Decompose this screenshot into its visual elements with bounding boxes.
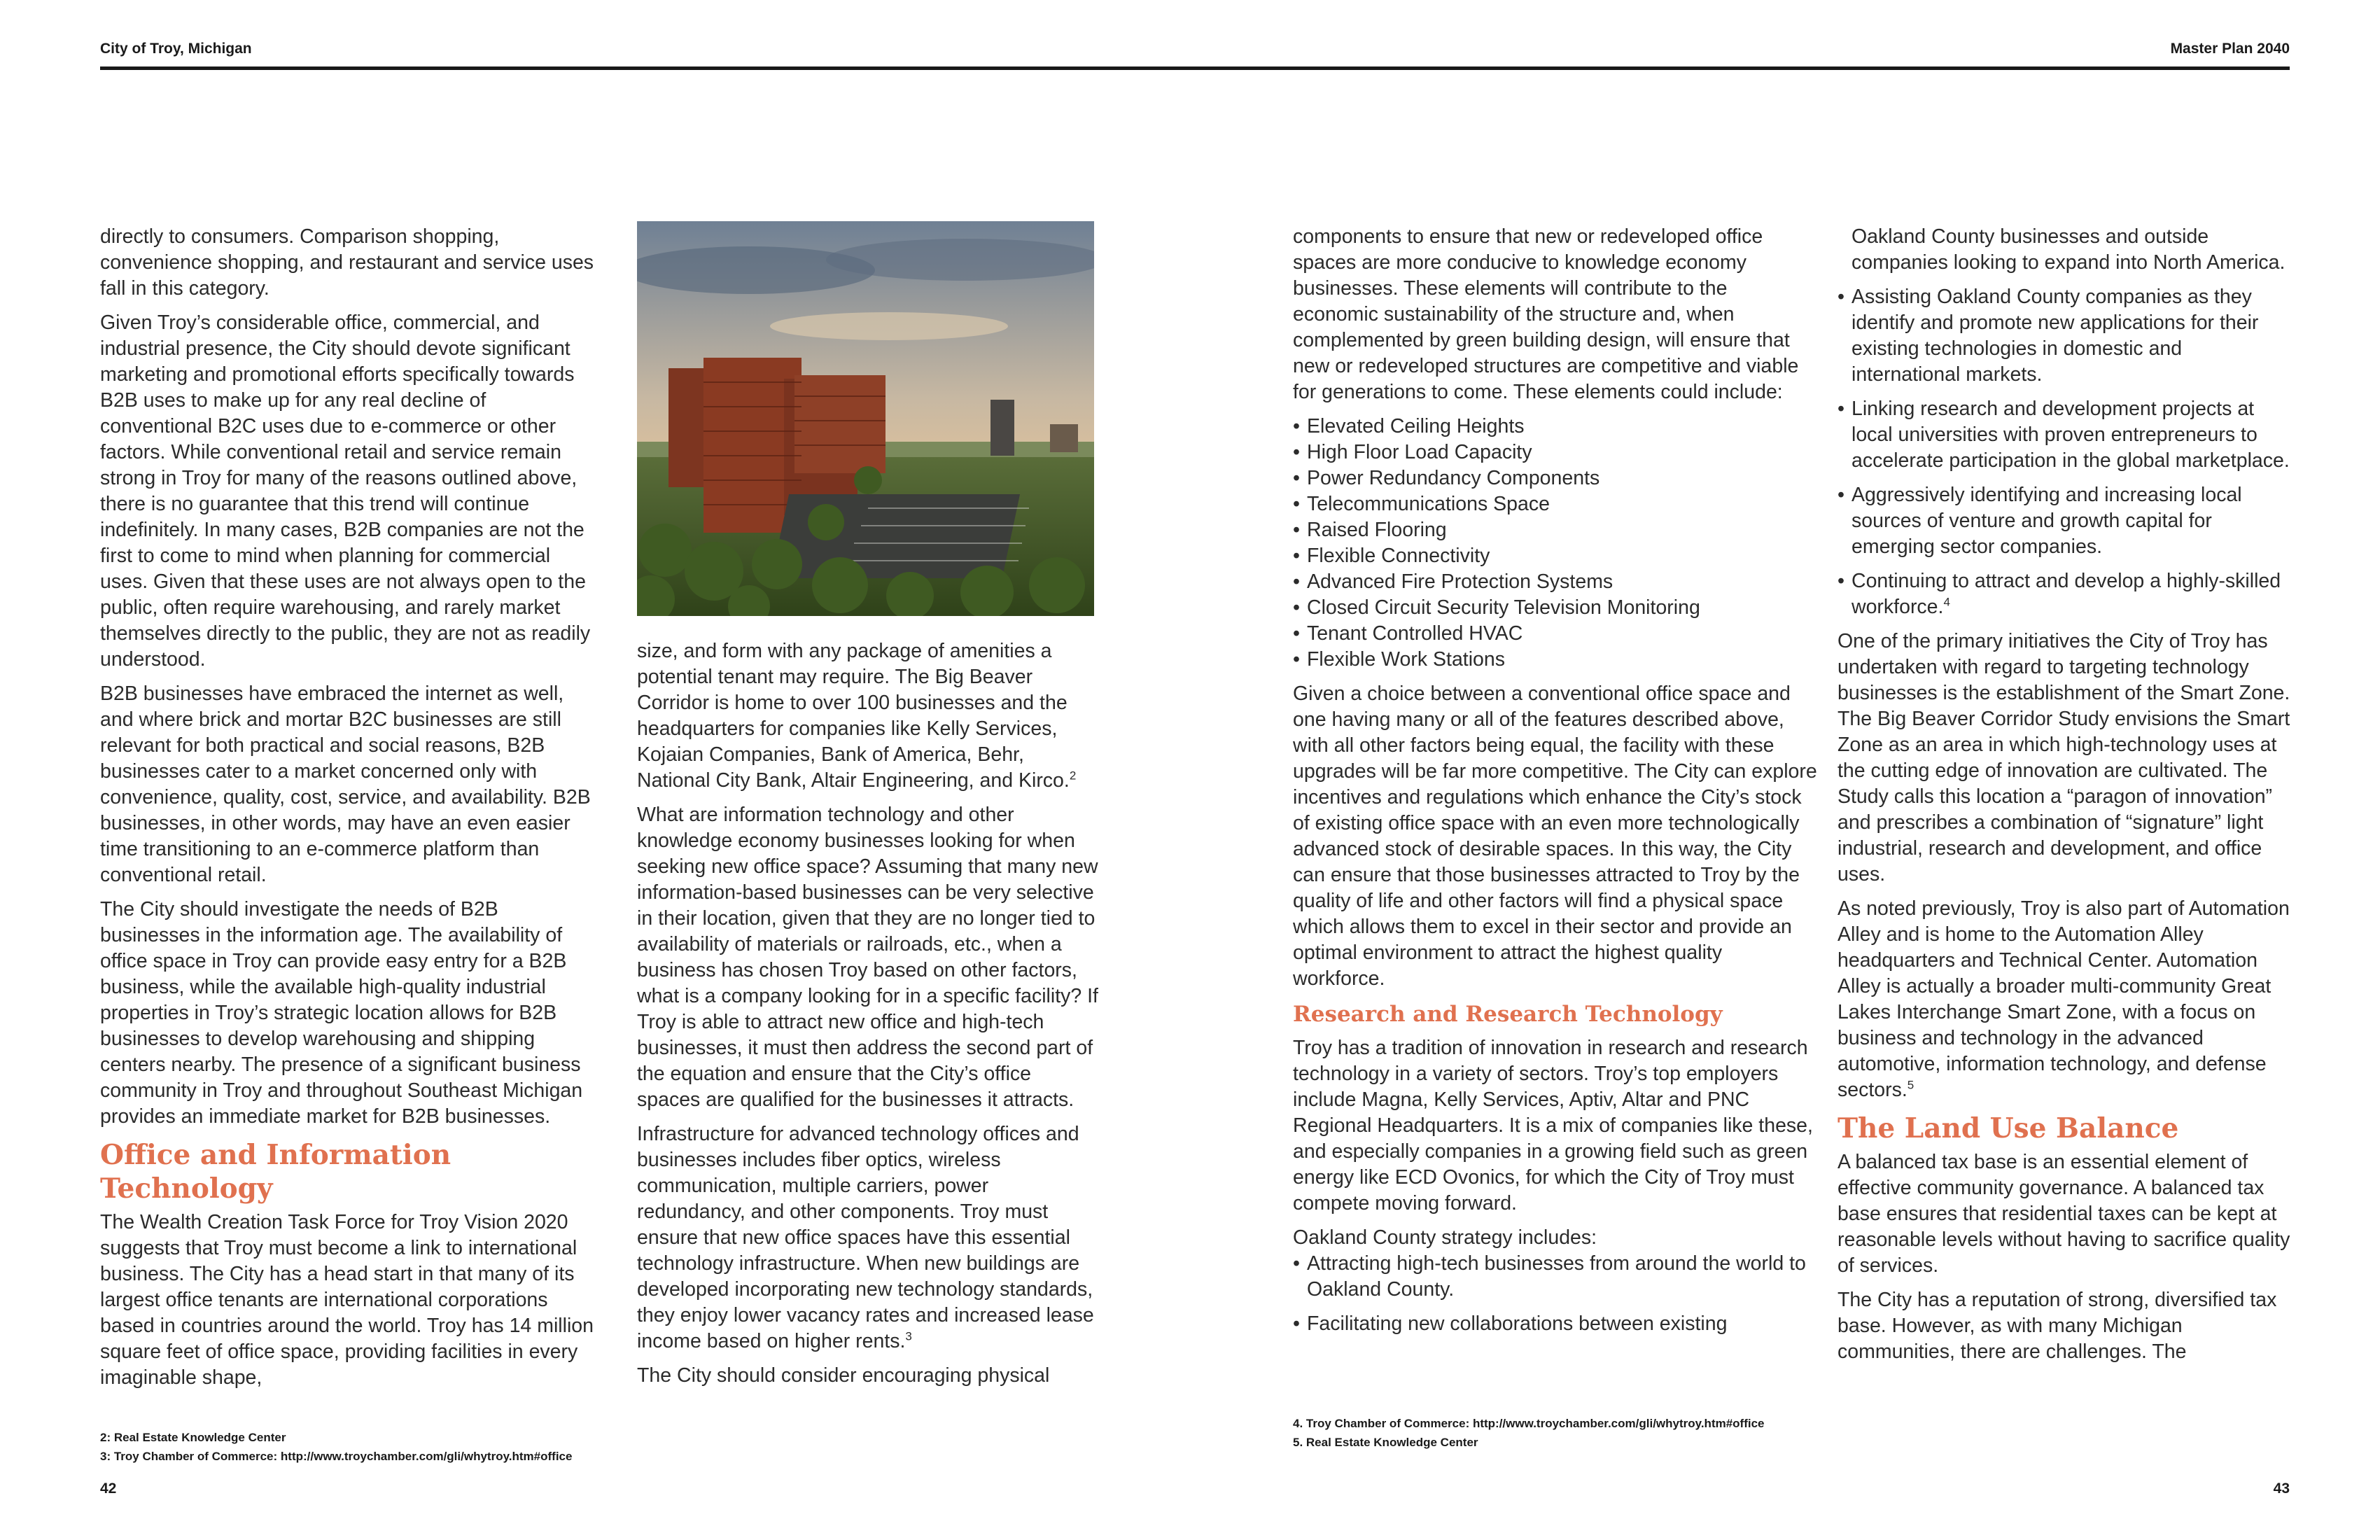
running-header-left: City of Troy, Michigan — [100, 41, 252, 57]
column-1 — [100, 224, 601, 1399]
paragraph: The City should consider encouraging physical — [637, 1364, 1050, 1387]
list-item: • High Floor Load Capacity — [1293, 440, 1818, 465]
footnote-2: 2: Real Estate Knowledge Center — [100, 1431, 286, 1444]
paragraph: Given a choice between a conventional office space and one having many or all of the features described above, with all other factors being equal, the facility with these upgrades will be far more competitive. The City can explore incentives and regulations which enhance the City’s stock of existing office space with an even more technologically advanced stock of desirable spaces. In this way, the City can ensure that those businesses attracted to Troy by the quality of life and other factors will find a physical space which allows them to excel in their sector and provide an optimal environment to attract the highest quality workforce. — [1293, 682, 1817, 990]
footnote-ref: 3 — [905, 1329, 912, 1343]
list-item: • Elevated Ceiling Heights — [1293, 414, 1818, 440]
footnotes-right — [1293, 1414, 1765, 1452]
paragraph: As noted previously, Troy is also part of Automation Alley and is home to the Automation Alley headquarters and Technical Center. Automation Alley is actually a broader multi-community Great Lakes Interchange Smart Zone, with a focus on business and technology in the advanced automotive, information technology, and defense sectors.$^5$ — [1837, 897, 2290, 1101]
footnote-4: 4. Troy Chamber of Commerce: http://www.troychamber.com/gli/whytroy.htm#office — [1293, 1417, 1765, 1430]
paragraph: One of the primary initiatives the City of Troy has undertaken with regard to targeting technology businesses is the establishment of the Smart Zone. The Big Beaver Corridor Study envisions the Smart Zone as an area in which high-technology uses at the cutting edge of innovation are cultivated. The Study calls this location a “paragon of innovation” and prescribes a combination of “signature” light industrial, research and development, and office uses. — [1837, 630, 2290, 886]
page-number-right: 43 — [2273, 1480, 2290, 1497]
paragraph: The Wealth Creation Task Force for Troy Vision 2020 suggests that Troy must become a link to international business. The City has a head start in that many of its largest office tenants are international corporations based in countries around the world. Troy has 14 million square feet of office space, providing facilities in every imaginable shape, — [100, 1211, 594, 1389]
paragraph: A balanced tax base is an essential element of effective community governance. A balanced tax base ensures that residential taxes can be kept at reasonable levels without having to sacrifice quality of services. — [1837, 1151, 2290, 1277]
strategy-list — [1293, 1251, 1818, 1337]
list-item: • Power Redundancy Components — [1293, 465, 1818, 491]
strategy-list-continued — [1837, 284, 2296, 620]
list-item: • Flexible Work Stations — [1293, 647, 1818, 673]
footnote-ref: 2 — [1069, 769, 1077, 783]
paragraph: Troy has a tradition of innovation in research and research technology in a variety of sectors. Troy’s top employers include Magna, Kelly Services, Aptiv, Altar and PNC Regional Headquarters. It is a mix of companies like these, and especially companies in a growing field such as green energy like ECD Ovonics, for which the City of Troy must compete moving forward. — [1293, 1037, 1813, 1214]
paragraph: The City should investigate the needs of B2B businesses in the information age. The availability of office space in Troy can provide easy entry for a B2B business, while the available high-quality industrial properties in Troy’s strategic location allows for B2B businesses to develop warehousing and shipping centers nearby. The presence of a significant business community in Troy and throughout Southeast Michigan provides an immediate market for B2B businesses. — [100, 898, 583, 1128]
footnote-ref: 4 — [1943, 595, 1950, 609]
list-item: • Continuing to attract and develop a highly-skilled workforce.$^4$ — [1837, 568, 2296, 620]
page-number-left: 42 — [100, 1480, 117, 1497]
list-item: • Telecommunications Space — [1293, 491, 1818, 517]
paragraph: B2B businesses have embraced the internet as well, and where brick and mortar B2C businesses are still relevant for both practical and social reasons, B2B businesses cater to a market concerned only with convenience, quality, cost, service, and availability. B2B businesses, in other words, may have an even easier time transitioning to an e-commerce platform than conventional retail. — [100, 682, 591, 886]
list-item: • Attracting high-tech businesses from around the world to Oakland County. — [1293, 1251, 1818, 1303]
footnote-ref: 5 — [1907, 1078, 1914, 1092]
list-item: • Aggressively identifying and increasing local sources of venture and growth capital for emerging sector companies. — [1837, 482, 2296, 560]
paragraph: The City has a reputation of strong, diversified tax base. However, as with many Michigan communities, there are challenges. The — [1837, 1289, 2277, 1363]
running-header-right: Master Plan 2040 — [2170, 41, 2290, 57]
footnote-5: 5. Real Estate Knowledge Center — [1293, 1436, 1478, 1449]
column-4 — [1837, 224, 2296, 1373]
list-item: • Linking research and development projects at local universities with proven entrepreneurs to accelerate participation in the global marketplace. — [1837, 396, 2296, 474]
list-item: • Closed Circuit Security Television Monitoring — [1293, 595, 1818, 621]
footnote-3: 3: Troy Chamber of Commerce: http://www.troychamber.com/gli/whytroy.htm#office — [100, 1450, 573, 1463]
paragraph: size, and form with any package of amenities a potential tenant may require. The Big Beaver Corridor is home to over 100 businesses and the headquarters for companies like Kelly Services, Kojaian Companies, Bank of America, Behr, National City Bank, Altair Engineering, and Kirco.$^2$ — [637, 640, 1077, 792]
column-3 — [1293, 224, 1818, 1345]
list-item: • Tenant Controlled HVAC — [1293, 621, 1818, 647]
paragraph: Infrastructure for advanced technology offices and businesses includes fiber optics, wireless communication, multiple carriers, power redundancy, and other components. Troy must ensure that new office spaces have this essential technology infrastructure. When new buildings are developed incorporating new technology standards, they enjoy lower vacancy rates and increased lease income based on higher rents.$^3$ — [637, 1123, 1094, 1352]
section-heading-research: Research and Research Technology — [1293, 1002, 1723, 1027]
header-rule — [100, 66, 2290, 70]
paragraph: directly to consumers. Comparison shopping, convenience shopping, and restaurant and service uses fall in this category. — [100, 225, 594, 300]
list-item: • Advanced Fire Protection Systems — [1293, 569, 1818, 595]
section-heading-land-use: The Land Use Balance — [1837, 1112, 2179, 1144]
features-list — [1293, 414, 1818, 673]
office-towers-photo — [637, 221, 1094, 616]
paragraph: Oakland County businesses and outside companies looking to expand into North America. — [1851, 225, 2286, 274]
paragraph: What are information technology and other knowledge economy businesses looking for when seeking new office space? Assuming that many new information-based businesses can be very selective in their location, given that they are no longer tied to availability of materials or railroads, etc., when a business has chosen Troy based on other factors, what is a company looking for in a specific facility? If Troy is able to attract new office and high-tech businesses, it must then address the second part of the equation and ensure that the City’s office spaces are qualified for the businesses it attracts. — [637, 804, 1098, 1111]
list-item: • Facilitating new collaborations between existing — [1293, 1311, 1818, 1337]
list-item: • Flexible Connectivity — [1293, 543, 1818, 569]
paragraph: Oakland County strategy includes: — [1293, 1226, 1597, 1249]
paragraph: components to ensure that new or redeveloped office spaces are more conducive to knowledge economy businesses. These elements will contribute to the economic sustainability of the structure and, when complemented by green building design, will ensure that new or redeveloped structures are competitive and viable for generations to come. These elements could include: — [1293, 225, 1799, 403]
footnotes-left — [100, 1428, 572, 1466]
column-2 — [637, 638, 1099, 1397]
paragraph: Given Troy’s considerable office, commercial, and industrial presence, the City should devote significant marketing and promotional efforts specifically towards B2B uses to make up for any real decline of conventional B2C uses due to e-commerce or other factors. While conventional retail and service remain strong in Troy for many of the reasons outlined above, there is no guarantee that this trend will continue indefinitely. In many cases, B2B companies are not the first to come to mind when planning for commercial uses. Given that these uses are not always open to the public, often require warehousing, and rarely market themselves directly to the public, they are not as readily understood. — [100, 312, 591, 671]
list-item: • Raised Flooring — [1293, 517, 1818, 543]
section-heading-office-it: Office and Information Technology — [100, 1139, 451, 1205]
list-item: • Assisting Oakland County companies as they identify and promote new applications for their existing technologies in domestic and international markets. — [1837, 284, 2296, 388]
